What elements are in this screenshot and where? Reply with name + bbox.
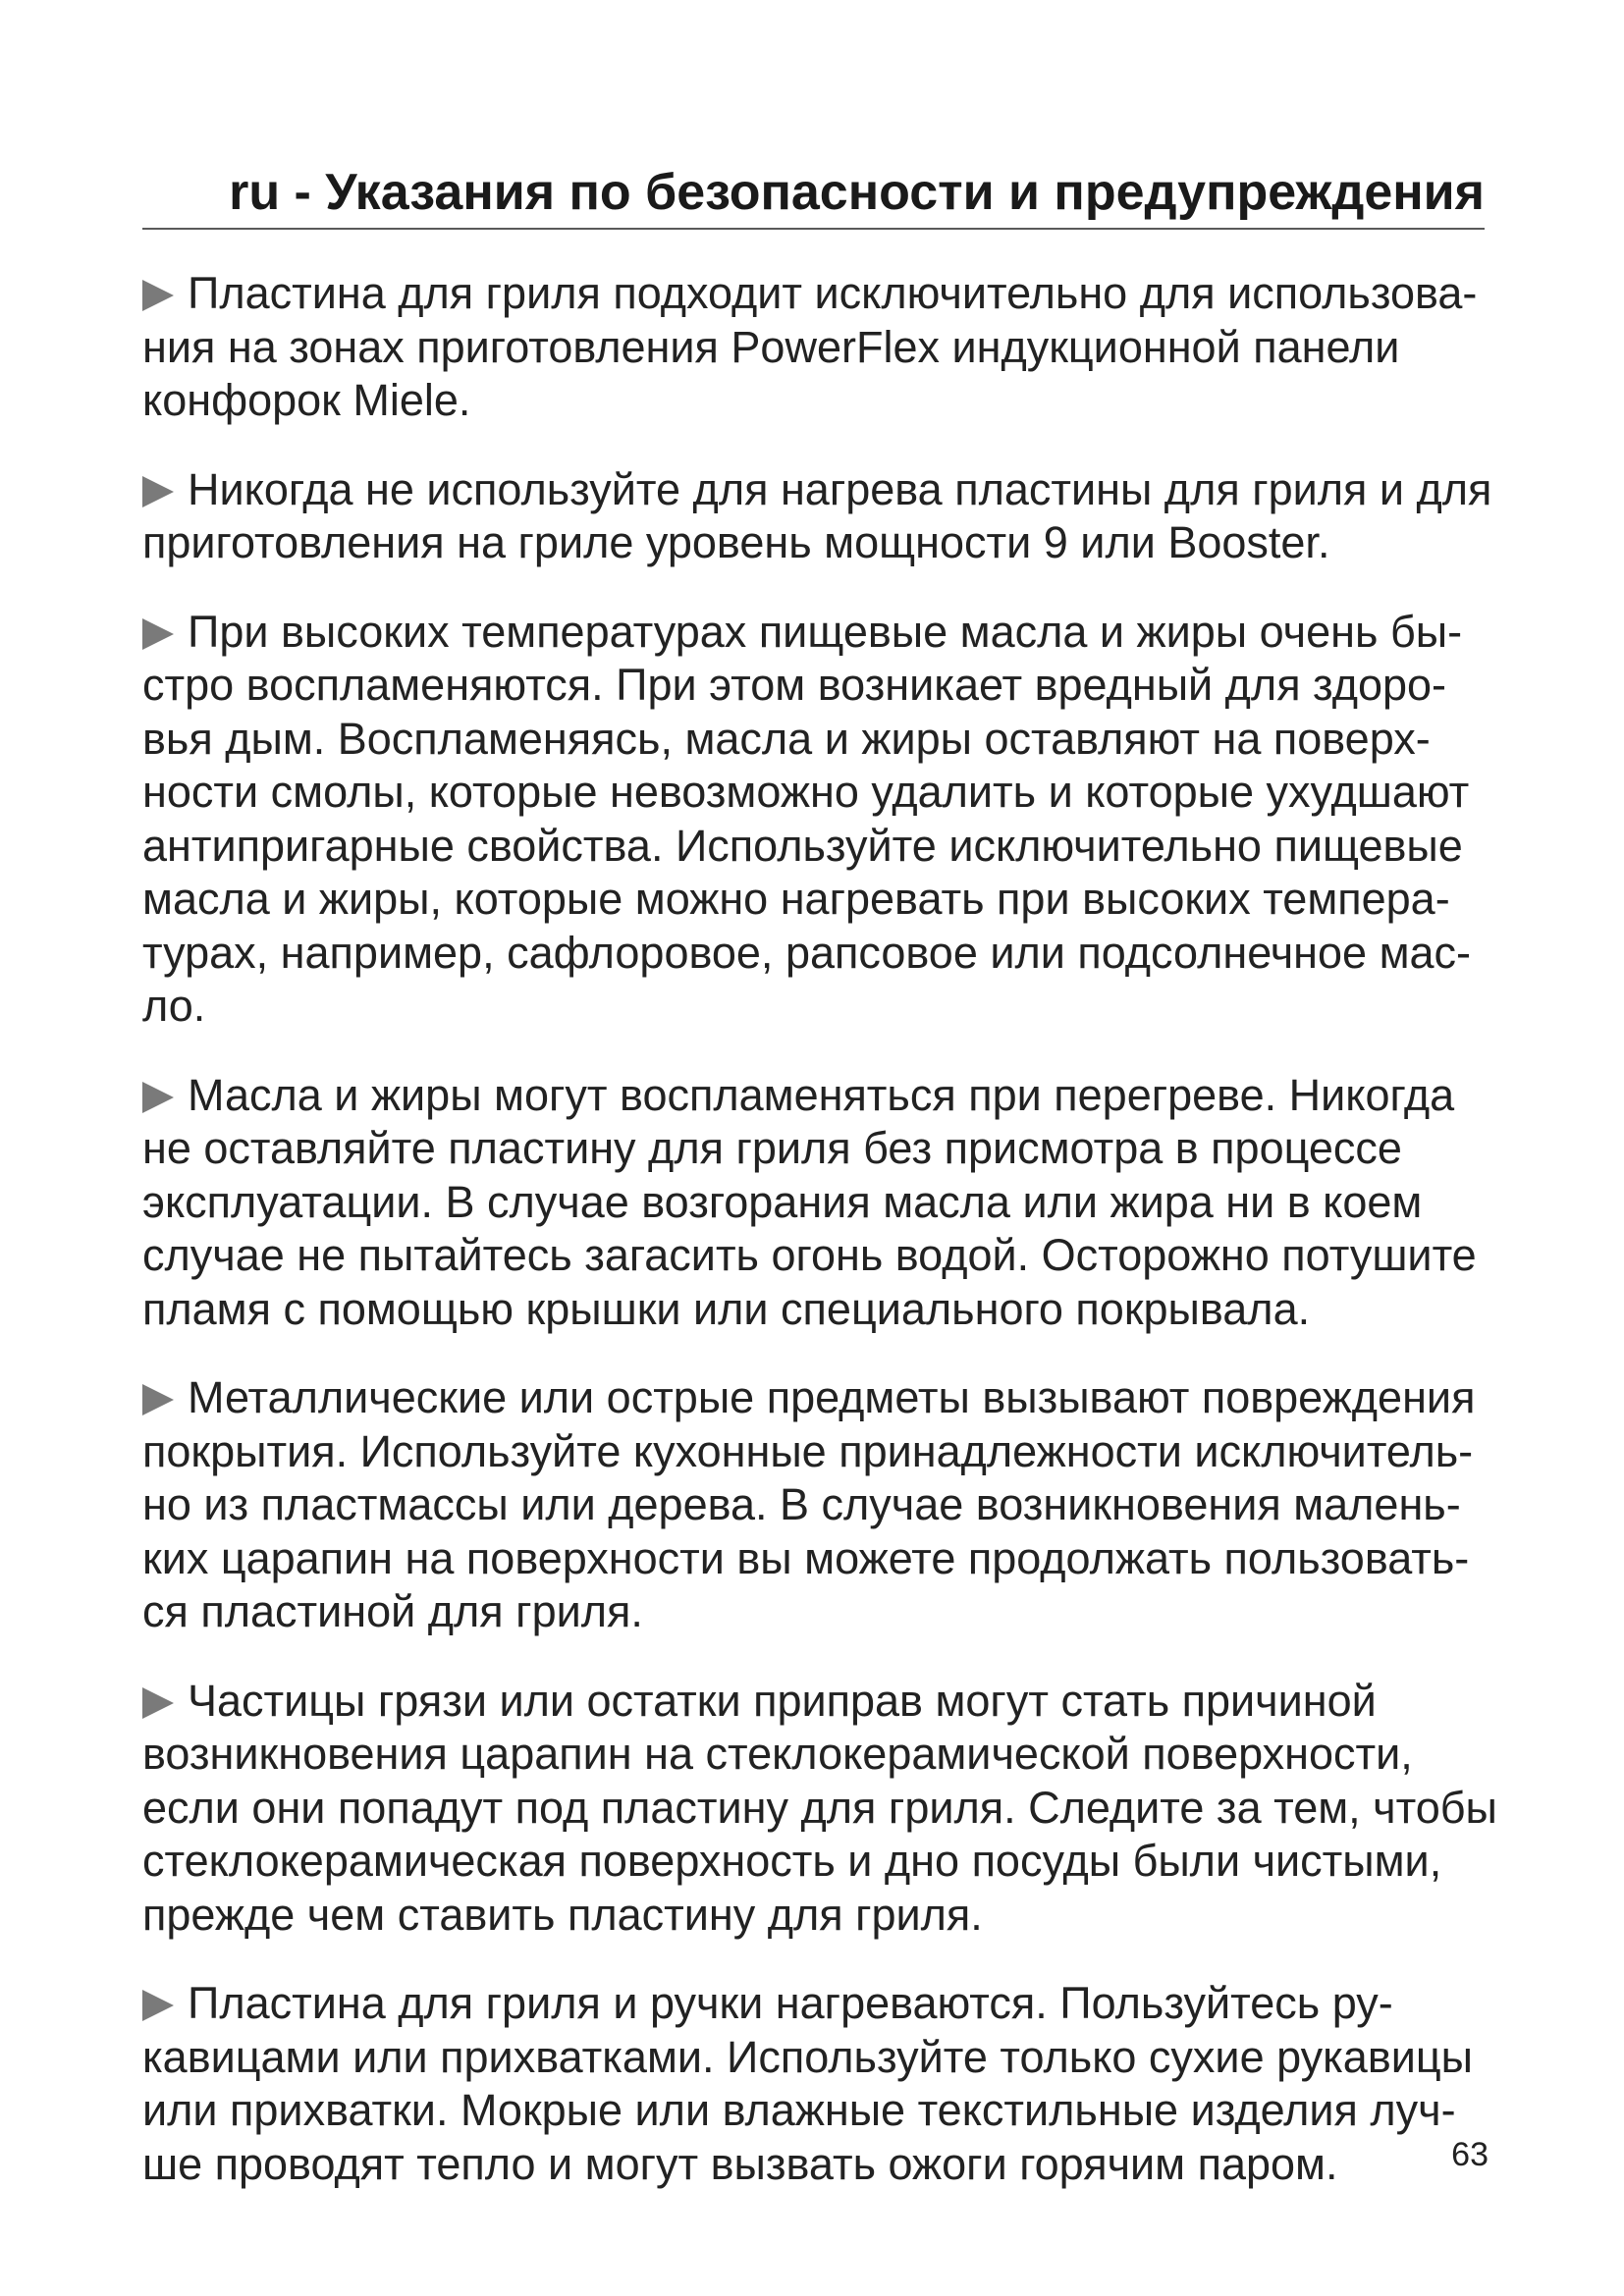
line-text: стеклокерамическая поверхность и дно посуды были чистыми, [142,1836,1442,1886]
triangle-right-icon [142,280,174,311]
line-text: возникновения царапин на стеклокерамической поверхности, [142,1729,1413,1779]
line-text: антипригарные свойства. Используйте исключительно пищевые [142,820,1463,871]
paragraph-line [142,606,1492,660]
warning-paragraph [142,1675,1497,1943]
paragraph-line [142,1835,1492,1889]
line-text: но из пластмассы или дерева. В случае возникновения малень- [142,1479,1461,1529]
paragraph-line [142,713,1492,767]
paragraph-line [142,1283,1492,1337]
warning-paragraph [142,1977,1492,2191]
paragraph-line [142,820,1492,874]
paragraph-line [142,267,1492,321]
paragraph-line [142,927,1492,981]
line-text: ше проводят тепло и могут вызвать ожоги горячим паром. [142,2138,1338,2189]
paragraph-line [142,766,1492,820]
triangle-right-icon [142,618,174,650]
warning-paragraph [142,1371,1492,1639]
paragraph-line [142,321,1492,375]
line-text: Частицы грязи или остатки приправ могут стать причиной [188,1675,1377,1726]
page-header [142,155,1485,230]
paragraph-line [142,1728,1492,1782]
paragraph-line [142,980,1492,1034]
page-number: 63 [1451,2136,1489,2173]
paragraph-line [142,1675,1492,1729]
line-text: турах, например, сафлоровое, рапсовое или подсолнечное мас- [142,927,1472,978]
paragraph-line [142,2084,1492,2138]
triangle-right-icon [142,1082,174,1113]
line-text: или прихватки. Мокрые или влажные текстильные изделия луч- [142,2085,1456,2135]
line-text: случае не пытайтесь загасить огонь водой. Осторожно потушите [142,1230,1477,1280]
line-text: если они попадут под пластину для гриля. Следите за тем, чтобы [142,1782,1497,1833]
line-text: прежде чем ставить пластину для гриля. [142,1889,983,1940]
warning-paragraph [142,1069,1492,1337]
paragraph-line [142,1889,1492,1943]
paragraph-line [142,1425,1492,1479]
triangle-right-icon [142,476,174,507]
paragraph-line [142,1371,1492,1425]
line-text: ких царапин на поверхности вы можете продолжать пользовать- [142,1532,1470,1583]
paragraph-line [142,1176,1492,1230]
page-title: ru - Указания по безопасности и предупреждения [229,164,1485,221]
line-text: Масла и жиры могут воспламеняться при перегреве. Никогда [188,1069,1455,1120]
line-text: кавицами или прихватками. Используйте только сухие рукавицы [142,2031,1473,2082]
line-text: масла и жиры, которые можно нагревать при высоких темпера- [142,874,1450,924]
line-text: пламя с помощью крышки или специального покрывала. [142,1283,1311,1334]
line-text: вья дым. Воспламеняясь, масла и жиры оставляют на поверх- [142,713,1431,764]
line-text: конфорок Miele. [142,375,471,425]
line-text: Пластина для гриля и ручки нагреваются. Пользуйтесь ру- [188,1978,1393,2028]
line-text: Пластина для гриля подходит исключительно для использова- [188,268,1478,318]
warning-paragraph [142,606,1492,1034]
line-text: эксплуатации. В случае возгорания масла или жира ни в коем [142,1176,1423,1227]
line-text: Металлические или острые предметы вызывают повреждения [188,1372,1476,1422]
paragraph-line [142,873,1492,927]
line-text: Никогда не используйте для нагрева пластины для гриля и для [188,463,1492,514]
triangle-right-icon [142,1990,174,2021]
paragraph-line [142,1478,1492,1532]
line-text: стро воспламеняются. При этом возникает вредный для здоро- [142,660,1447,710]
line-text: покрытия. Используйте кухонные принадлежности исключитель- [142,1425,1474,1476]
line-text: приготовления на гриле уровень мощности 9 или Booster. [142,517,1330,567]
triangle-right-icon [142,1687,174,1719]
paragraph-line [142,1977,1492,2031]
paragraph-line [142,2138,1492,2192]
line-text: не оставляйте пластину для гриля без присмотра в процессе [142,1123,1402,1173]
paragraph-line [142,1229,1492,1283]
line-text: ло. [142,981,206,1031]
paragraph-line [142,659,1492,713]
header-divider [142,228,1485,230]
warning-paragraph [142,463,1492,570]
line-text: ния на зонах приготовления PowerFlex индукционной панели [142,321,1400,372]
paragraph-line [142,463,1492,517]
paragraph-line [142,1585,1492,1639]
line-text: ности смолы, которые невозможно удалить и которые ухудшают [142,767,1470,817]
line-text: ся пластиной для гриля. [142,1586,643,1636]
paragraph-line [142,2031,1492,2085]
paragraph-line [142,374,1492,428]
paragraph-line [142,516,1492,570]
line-text: При высоких температурах пищевые масла и жиры очень бы- [188,606,1463,657]
paragraph-line [142,1069,1492,1123]
warning-paragraph [142,267,1492,428]
paragraph-line [142,1122,1492,1176]
paragraph-line [142,1782,1497,1836]
safety-warnings-list [142,267,1497,2226]
triangle-right-icon [142,1384,174,1415]
paragraph-line [142,1532,1492,1586]
